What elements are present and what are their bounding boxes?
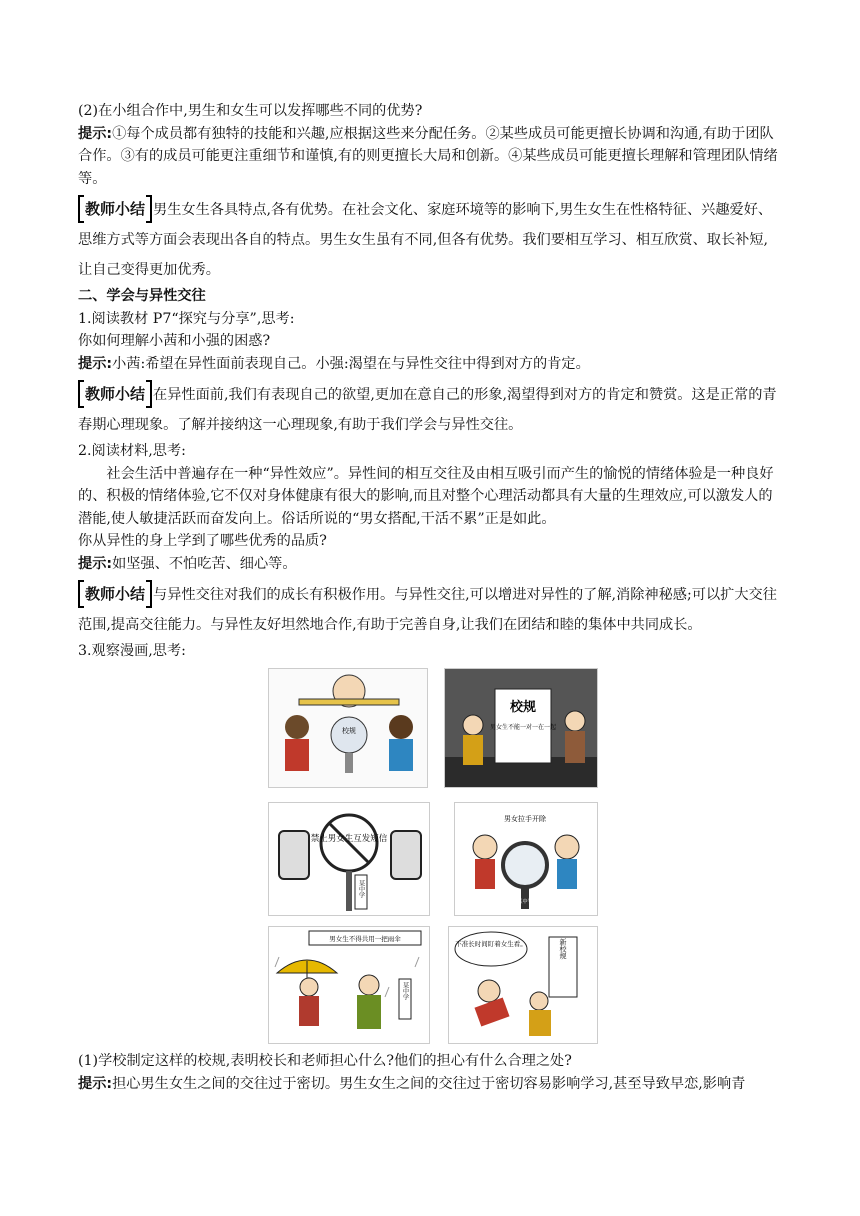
cartoon4-text: 男女拉手开除 — [504, 815, 546, 823]
teacher-summary-1 — [78, 194, 782, 285]
hint-text: ①每个成员都有独特的技能和兴趣,应根据这些来分配任务。②某些成员可能更擅长协调和沟通,有助于团队合作。③有的成员可能更注重细节和谨慎,有的则更擅长大局和创新。④某些成员可能更擅长理解和管理团队情绪等。 — [78, 125, 778, 187]
teacher-summary-label: 教师小结 — [78, 194, 152, 224]
question-3-1: (1)学校制定这样的校规,表明校长和老师担心什么?他们的担心有什么合理之处? — [78, 1053, 572, 1069]
hint-label: 提示: — [78, 125, 113, 142]
item-2-question: 你从异性的身上学到了哪些优秀的品质? — [78, 533, 327, 549]
hint-q2 — [78, 123, 782, 191]
item-3: 3.观察漫画,思考: — [78, 643, 186, 659]
cartoon6-bubble: 不准长时间盯着女生看。 — [455, 940, 527, 948]
cartoon4-school: 某中学 — [517, 899, 533, 905]
summary-text: 在异性面前,我们有表现自己的欲望,更加在意自己的形象,渴望得到对方的肯定和赞赏。这是正常的青春期心理现象。了解并接纳这一心理现象,有助于我们学会与异性交往。 — [78, 387, 777, 433]
cartoon5-text: 男女生不得共用一把雨伞 — [329, 935, 401, 943]
summary-text: 与异性交往对我们的成长有积极作用。与异性交往,可以增进对异性的了解,消除神秘感;可以扩大交往范围,提高交往能力。与异性友好坦然地合作,有助于完善自身,让我们在团结和睦的集体中共同成长。 — [78, 587, 777, 633]
teacher-summary-3 — [78, 579, 782, 640]
cartoon6-sign: 新校规 — [559, 938, 567, 960]
cartoon-magnifier — [454, 802, 598, 916]
document-page-continued — [78, 1050, 782, 1095]
teacher-summary-2 — [78, 379, 782, 440]
question-2: (2)在小组合作中,男生和女生可以发挥哪些不同的优势? — [78, 103, 423, 119]
hint-item-1 — [78, 353, 782, 376]
hint-label: 提示: — [78, 355, 113, 372]
cartoon5-school: 某中学 — [401, 982, 409, 1000]
cartoon2-text: 男女生不能一对一在一起 — [489, 724, 557, 731]
cartoon3-sign: 禁止男女生互发短信 — [310, 834, 388, 844]
item-1-question: 你如何理解小茜和小强的困惑? — [78, 333, 271, 349]
cartoon-umbrella — [268, 926, 430, 1044]
cartoon-new-rule — [448, 926, 598, 1044]
hint-label: 提示: — [78, 1075, 113, 1092]
item-2: 2.阅读材料,思考: — [78, 443, 186, 459]
summary-text: 男生女生各具特点,各有优势。在社会文化、家庭环境等的影响下,男生女生在性格特征、兴趣爱好、思维方式等方面会表现出各自的特点。男生女生虽有不同,但各有优势。我们要相互学习、相互欣赏、取长补短,让自己变得更加优秀。 — [78, 202, 773, 278]
hint-text: 担心男生女生之间的交往过于密切。男生女生之间的交往过于密切容易影响学习,甚至导致早恋,影响青 — [112, 1075, 746, 1092]
hint-q3-1 — [78, 1073, 782, 1096]
cartoon-phones — [268, 802, 430, 916]
cartoon1-sign: 校规 — [342, 727, 356, 735]
reading-material: 社会生活中普遍存在一种“异性效应”。异性间的相互交往及由相互吸引而产生的愉悦的情绪体验是一种良好的、积极的情绪体验,它不仅对身体健康有很大的影响,而且对整个心理活动都具有大量的生理效应,可以激发人的潜能,使人敏捷活跃而奋发向上。俗话所说的“男女搭配,干活不累”正是如此。 — [78, 465, 774, 527]
cartoon-gallery — [268, 668, 598, 1042]
hint-text: 如坚强、不怕吃苦、细心等。 — [112, 555, 297, 572]
item-1: 1.阅读教材 P7“探究与分享”,思考: — [78, 310, 295, 327]
cartoon-rule-paper — [444, 668, 598, 788]
hint-item-2 — [78, 553, 782, 576]
cartoon3-school: 某中学 — [357, 880, 365, 898]
cartoon2-title: 校规 — [509, 700, 537, 715]
cartoon-ruler — [268, 668, 428, 788]
document-page — [78, 100, 782, 663]
hint-text: 小茜:希望在异性面前表现自己。小强:渴望在与异性交往中得到对方的肯定。 — [112, 355, 590, 372]
hint-label: 提示: — [78, 555, 113, 572]
section-heading: 二、学会与异性交往 — [78, 288, 206, 304]
teacher-summary-label: 教师小结 — [78, 379, 152, 409]
teacher-summary-label: 教师小结 — [78, 579, 152, 609]
